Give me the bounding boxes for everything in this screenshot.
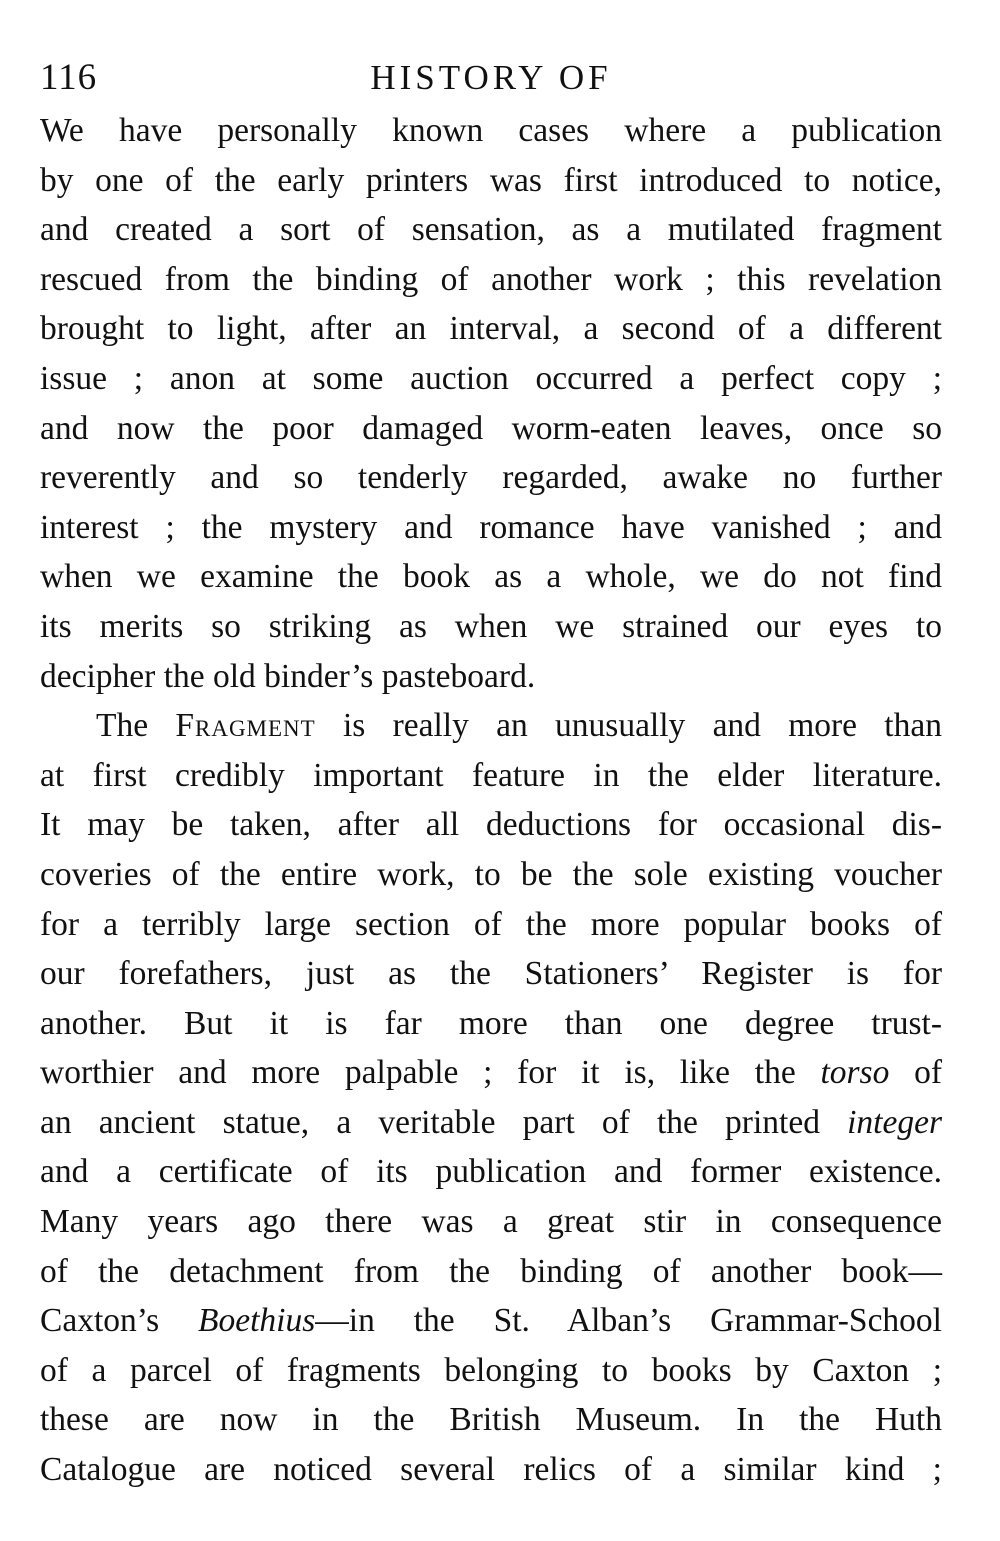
paragraph-2 [40,701,942,1495]
text-line: We have personally known cases where a publication [40,112,942,149]
body-text [40,106,942,1495]
page-number: 116 [40,57,98,98]
text-line: for a terribly large section of the more popular books of [40,905,942,943]
text-line: of the detachment from the binding of another book— [40,1252,942,1290]
text-line: and now the poor damaged worm-eaten leaves, once so [40,409,942,447]
text-line: and a certificate of its publication and former existence. [40,1153,942,1191]
text-line [40,1048,942,1098]
text-line: and created a sort of sensation, as a mutilated fragment [40,211,942,249]
text-line: reverently and so tenderly regarded, awake no further [40,459,942,497]
text-run: The [96,707,176,745]
text-line: rescued from the binding of another work ; this revelation [40,260,942,298]
running-title: HISTORY OF [370,58,612,97]
paragraph-1 [40,106,942,701]
text-line: another. But it is far more than one degree trust- [40,1004,942,1042]
italic-term: integer [847,1103,942,1141]
text-run: is really an unusually and more than [315,707,942,745]
text-line: interest ; the mystery and romance have vanished ; and [40,508,942,546]
book-page [40,58,942,1495]
text-line: It may be taken, after all deductions for occasional dis- [40,806,942,844]
text-line: coveries of the entire work, to be the sole existing voucher [40,855,942,893]
text-line: by one of the early printers was first introduced to notice, [40,161,942,199]
text-line: of a parcel of fragments belonging to books by Caxton ; [40,1351,942,1389]
text-line: when we examine the book as a whole, we do not find [40,558,942,596]
text-line: brought to light, after an interval, a second of a different [40,310,942,348]
italic-term: torso [820,1054,890,1092]
italic-term: Boethius [198,1302,316,1340]
text-line: Many years ago there was a great stir in consequence [40,1203,942,1241]
text-line [40,1296,942,1346]
text-line [40,1098,942,1148]
text-run: Caxton’s [40,1302,199,1340]
text-line: its merits so striking as when we strained our eyes to [40,607,942,645]
text-line [40,701,942,751]
text-line: our forefathers, just as the Stationers’ Register is for [40,955,942,993]
page-header [40,58,942,106]
text-line: decipher the old binder’s pasteboard. [40,657,536,695]
text-line: at first credibly important feature in the elder literature. [40,756,942,794]
small-caps-term: Fragment [175,707,316,745]
text-run: —in the St. Alban’s Grammar-School [315,1302,942,1340]
text-run: worthier and more palpable ; for it is, like the [40,1054,821,1092]
text-line: these are now in the British Museum. In the Huth [40,1401,942,1439]
text-line: issue ; anon at some auction occurred a perfect copy ; [40,359,942,397]
text-run: of [889,1054,942,1092]
text-line: Catalogue are noticed several relics of a similar kind ; [40,1451,942,1489]
text-run: an ancient statue, a veritable part of the printed [40,1103,848,1141]
